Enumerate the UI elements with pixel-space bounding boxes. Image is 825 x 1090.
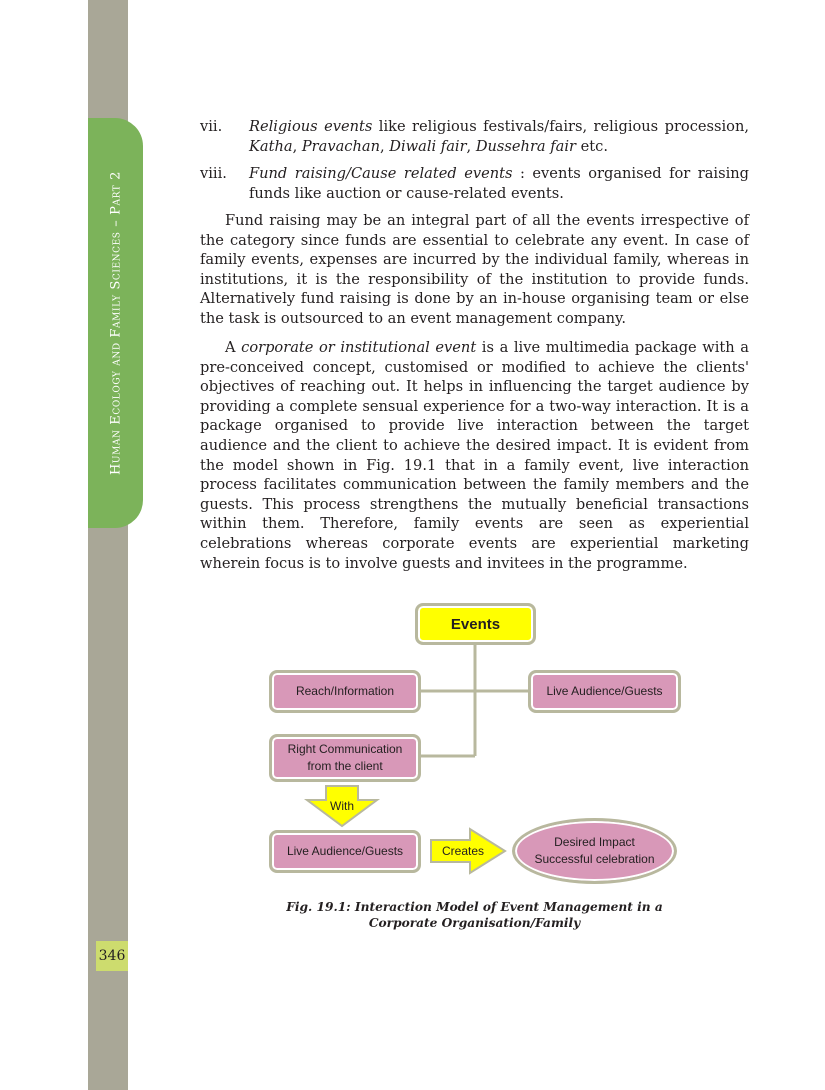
- paragraph-text: Fund raising may be an integral part of all the events irrespective of the category since funds are essential to celebrate any event. In case of family events, expenses are incurred by the individual family, whereas in institutions, it is the responsibility of the institution to provide funds. Alternatively fund raising is done by an in-house organising team or else the task is outsourced to an event management company.: [200, 212, 749, 327]
- node-line: Desired Impact: [554, 835, 635, 849]
- node-line: Right Communication: [287, 742, 403, 756]
- list-emphasis: Katha: [249, 137, 293, 155]
- live-audience-node-right: Live Audience/Guests: [528, 670, 681, 713]
- node-line: from the client: [307, 759, 383, 773]
- list-text: ,: [379, 137, 390, 155]
- reach-information-node: Reach/Information: [269, 670, 421, 713]
- figure-caption: [200, 899, 749, 931]
- creates-label: Creates: [441, 843, 485, 858]
- events-node: Events: [415, 603, 536, 645]
- with-label: With: [330, 798, 354, 813]
- list-text: : events organised for raising funds like auction or cause-related events.: [249, 165, 749, 202]
- caption-line: Fig. 19.1: Interaction Model of Event Management in a: [286, 900, 663, 914]
- list-emphasis: Diwali fair: [389, 137, 467, 155]
- caption-line: Corporate Organisation/Family: [368, 916, 581, 930]
- running-title: Human Ecology and Family Sciences – Part 2: [108, 171, 124, 475]
- paragraph-lead: A: [225, 339, 242, 356]
- right-communication-node: [269, 734, 421, 782]
- paragraph-rest: is a live multimedia package with a pre-conceived concept, customised or modified to achieve the clients' objectives of reaching out. It helps in influencing the target audience by providing a complete sensual experience for a two-way interaction. It is a package organised to provide live interaction between the target audience and the client to achieve the desired impact. It is evident from the model shown in Fig. 19.1 that in a family event, live interaction process facilitates communication between the family members and the guests. This process strengthens the mutually beneficial transactions within them. Therefore, family events are seen as experiential celebrations whereas corporate events are experiential marketing wherein focus is to involve guests and invitees in the programme.: [200, 339, 750, 572]
- list-text: ,: [292, 137, 302, 155]
- list-number: viii.: [200, 165, 227, 182]
- live-audience-node-bottom: Live Audience/Guests: [269, 830, 421, 873]
- desired-impact-node: [512, 818, 677, 884]
- list-emphasis: Pravachan: [301, 137, 380, 155]
- list-emphasis: Religious events: [249, 118, 373, 135]
- node-line: Successful celebration: [534, 852, 655, 866]
- list-text: etc.: [576, 137, 608, 155]
- paragraph-emphasis: corporate or institutional event: [241, 339, 477, 356]
- page-number: 346: [96, 941, 128, 971]
- list-number: vii.: [200, 118, 223, 135]
- list-emphasis: Fund raising/Cause related events: [249, 165, 513, 182]
- list-text: like religious festivals/fairs, religious procession,: [372, 118, 749, 135]
- list-emphasis: Dussehra fair: [475, 137, 577, 155]
- list-text: ,: [466, 137, 476, 155]
